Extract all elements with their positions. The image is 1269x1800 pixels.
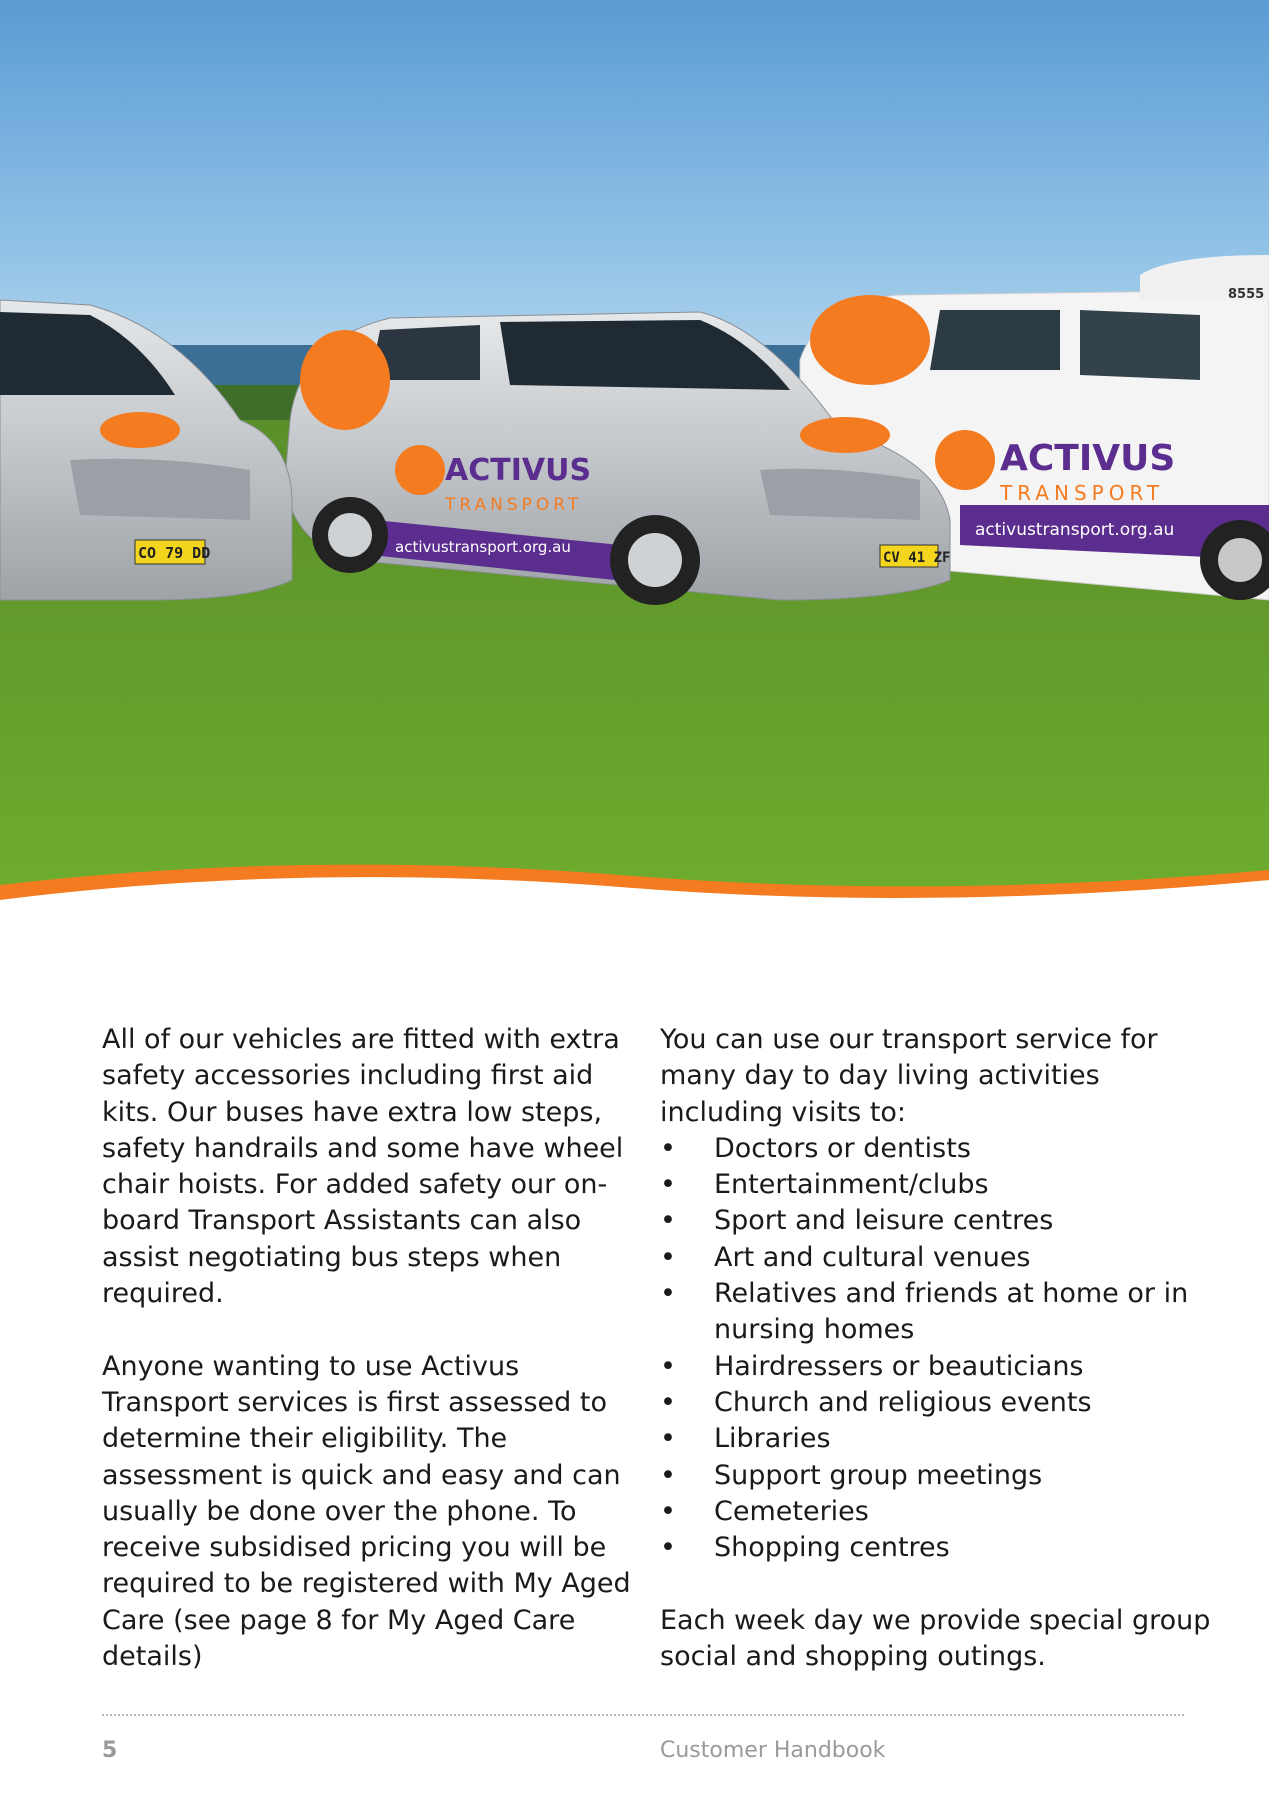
list-item: • Support group meetings — [660, 1458, 1220, 1494]
brand-name-right: ACTIVUS — [1000, 438, 1176, 479]
eligibility-paragraph: Anyone wanting to use Activus Transport services is first assessed to determine their eligibility. The assessment is quick and easy and can usually be done over the phone. To receive subsidised pricing you will be required to be registered with My Aged Care (see page 8 for My Aged Care details) — [102, 1350, 631, 1673]
plate-center: CV 41 ZF — [883, 550, 951, 566]
brand-sub-center: TRANSPORT — [445, 495, 583, 515]
plate-left: CO 79 DD — [138, 544, 211, 562]
outings-paragraph: Each week day we provide special group social and shopping outings. — [660, 1604, 1211, 1673]
list-item: • Hairdressers or beauticians — [660, 1349, 1220, 1385]
left-column — [102, 1022, 642, 1675]
fleet-number: 8555 — [1228, 287, 1265, 302]
list-item: • Libraries — [660, 1421, 1220, 1457]
list-item: • Doctors or dentists — [660, 1131, 1220, 1167]
website-center: activustransport.org.au — [395, 538, 571, 556]
vehicle-safety-paragraph: All of our vehicles are fitted with extra safety accessories including first aid kits. Our buses have extra low steps, safety handrails and some have wheel chair hoists. For added safety our on-board Transport Assistants can also assist negotiating bus steps when required. — [102, 1024, 624, 1310]
list-item: • Entertainment/clubs — [660, 1167, 1220, 1203]
website-right: activustransport.org.au — [975, 520, 1175, 540]
list-item: • Art and cultural venues — [660, 1240, 1220, 1276]
page-number: 5 — [102, 1738, 118, 1763]
list-item: • Sport and leisure centres — [660, 1203, 1220, 1239]
list-item: • Shopping centres — [660, 1530, 1220, 1566]
document-title: Customer Handbook — [660, 1738, 886, 1763]
right-column — [660, 1022, 1220, 1675]
brand-name-center: ACTIVUS — [445, 453, 592, 488]
activities-intro: You can use our transport service for many day to day living activities including visits to: — [660, 1024, 1158, 1128]
brand-sub-right: TRANSPORT — [1000, 481, 1165, 505]
footer-divider — [102, 1714, 1184, 1716]
list-item: • Cemeteries — [660, 1494, 1220, 1530]
list-item: • Relatives and friends at home or in nursing homes — [660, 1276, 1220, 1349]
activities-list — [660, 1131, 1220, 1567]
list-item: • Church and religious events — [660, 1385, 1220, 1421]
